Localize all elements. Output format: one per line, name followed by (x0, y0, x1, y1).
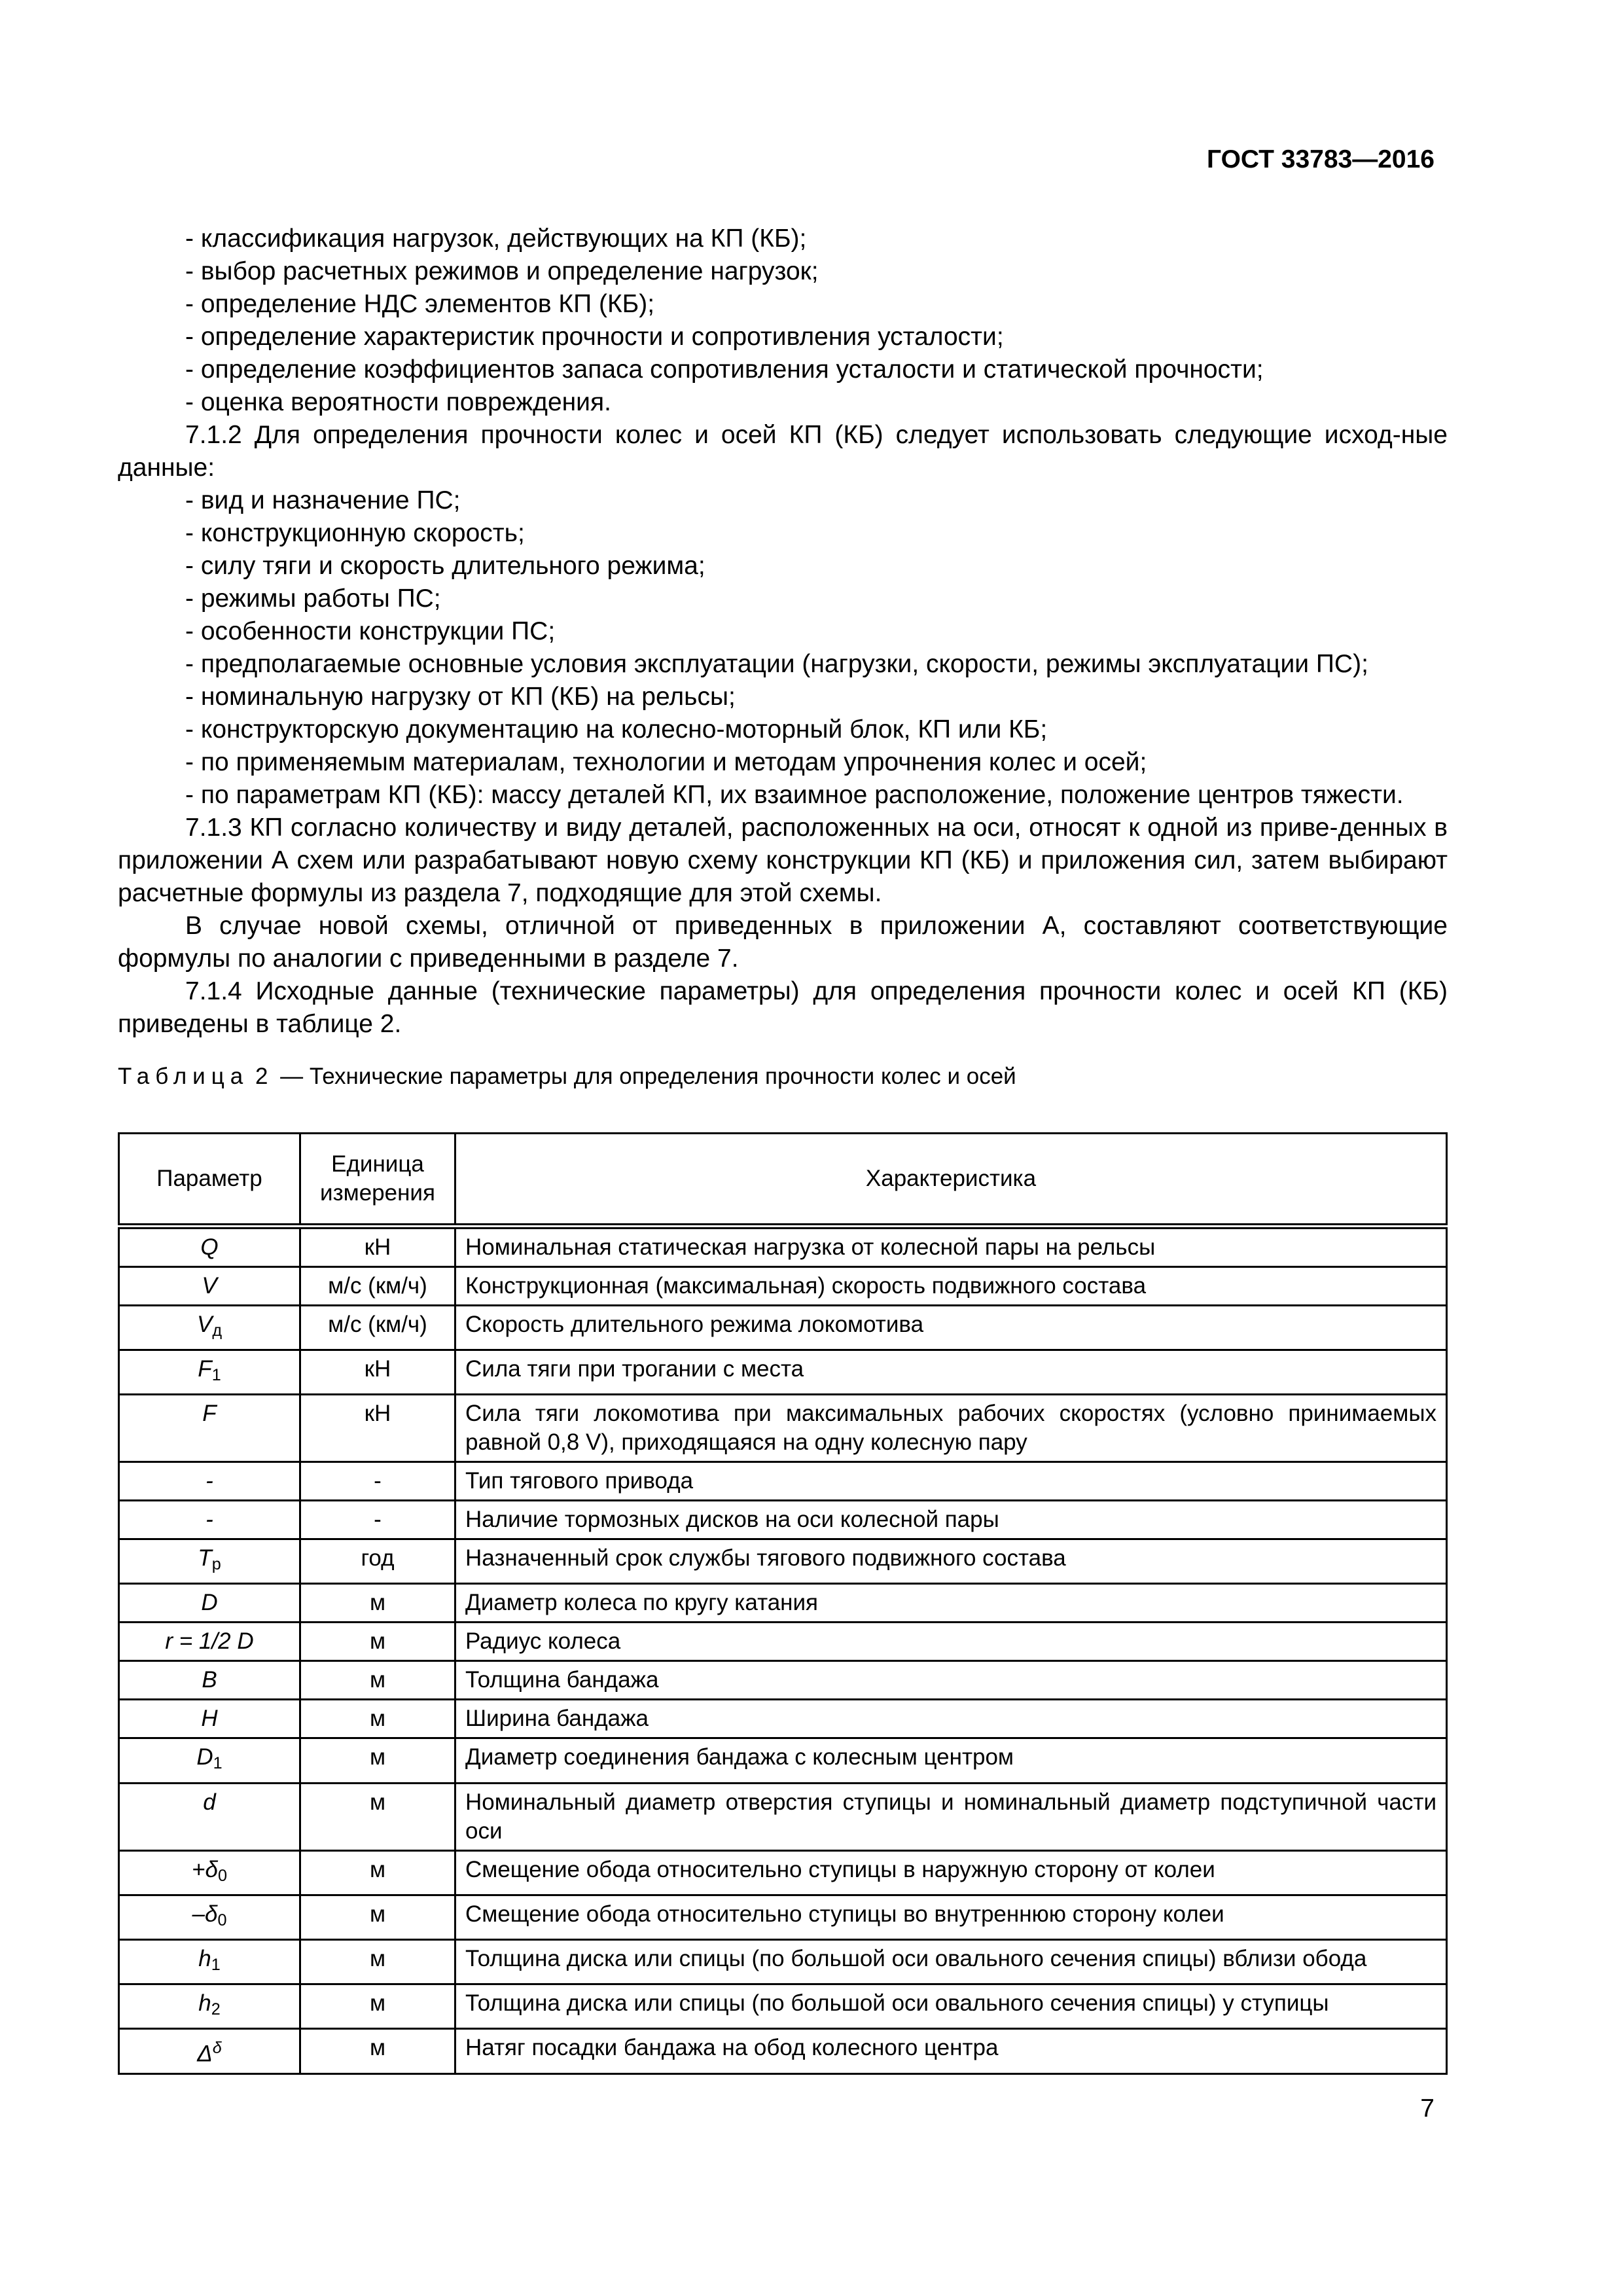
unit-cell: кН (300, 1395, 455, 1462)
characteristic-cell: Тип тягового привода (455, 1462, 1447, 1501)
unit-cell: - (300, 1501, 455, 1539)
symbol-subscript: 1 (211, 1366, 221, 1385)
parameter-symbol (119, 1850, 300, 1895)
list-item: - определение НДС элементов КП (КБ); (185, 290, 655, 318)
symbol-text: F (202, 1401, 217, 1427)
parameter-symbol (119, 1661, 300, 1700)
symbol-text: T (198, 1545, 212, 1571)
parameters-table (118, 1132, 1448, 2075)
table-row (119, 2029, 1447, 2074)
list-item: - режимы работы ПС; (185, 584, 441, 613)
parameter-symbol (119, 1395, 300, 1462)
parameter-symbol (119, 1584, 300, 1623)
table-row (119, 1700, 1447, 1738)
table-row (119, 1350, 1447, 1395)
table-caption (118, 1064, 1016, 1090)
symbol-subscript: 0 (217, 1910, 227, 1929)
symbol-subscript: р (211, 1555, 221, 1574)
parameter-symbol (119, 1623, 300, 1661)
characteristic-cell: Диаметр соединения бандажа с колесным центром (455, 1738, 1447, 1783)
symbol-text: r = 1/2 D (165, 1628, 254, 1655)
characteristic-cell: Толщина диска или спицы (по большой оси овального сечения спицы) вблизи обода (455, 1939, 1447, 1984)
unit-cell: м/с (км/ч) (300, 1306, 455, 1350)
paragraph-7-1-3: 7.1.3 КП согласно количеству и виду деталей, расположенных на оси, относят к одной из приве-денных в приложении А схем или разрабатывают новую схему конструкции КП (КБ) и приложения сил, затем выбирают расчетные формулы из раздела 7, подходящие для этой схемы. (118, 814, 1448, 907)
unit-cell: м (300, 1895, 455, 1939)
symbol-text: V (202, 1273, 217, 1299)
symbol-text: - (205, 1507, 213, 1533)
list-item: - вид и назначение ПС; (185, 486, 461, 514)
list-item: - определение характеристик прочности и сопротивления усталости; (185, 323, 1004, 351)
list-item: - конструкторскую документацию на колесно-моторный блок, КП или КБ; (185, 715, 1048, 744)
list-item: - выбор расчетных режимов и определение нагрузок; (185, 257, 819, 285)
symbol-superscript: δ (212, 2039, 222, 2058)
symbol-subscript: 2 (211, 2000, 221, 2019)
characteristic-cell: Сила тяги локомотива при максимальных рабочих скоростях (условно принимаемых равной 0,8 V), приходящаяся на одну колесную пару (455, 1395, 1447, 1462)
list-item: - определение коэффициентов запаса сопротивления усталости и статической прочности; (185, 355, 1264, 384)
unit-cell: - (300, 1462, 455, 1501)
table-row (119, 1306, 1447, 1350)
symbol-text: D (196, 1744, 213, 1770)
unit-cell: м (300, 2029, 455, 2074)
table-row (119, 1738, 1447, 1783)
symbol-subscript: 0 (217, 1866, 227, 1885)
list-item: - силу тяги и скорость длительного режима; (185, 552, 705, 580)
parameter-symbol (119, 1700, 300, 1738)
header-parameter: Параметр (119, 1134, 300, 1227)
unit-cell: м (300, 1584, 455, 1623)
parameter-symbol (119, 1462, 300, 1501)
list-item: - предполагаемые основные условия эксплуатации (нагрузки, скорости, режимы эксплуатации ПС); (185, 650, 1368, 678)
parameter-symbol (119, 1306, 300, 1350)
symbol-text: h (198, 1945, 211, 1971)
unit-cell: м (300, 1783, 455, 1850)
input-data-list (118, 484, 1448, 812)
list-item: - по применяемым материалам, технологии и методам упрочнения колес и осей; (185, 748, 1147, 776)
table-caption-number: 2 (255, 1064, 274, 1089)
symbol-text: H (201, 1706, 218, 1732)
table-row (119, 1984, 1447, 2029)
symbol-text: Δ (197, 2041, 213, 2067)
symbol-text: D (201, 1590, 218, 1616)
characteristic-cell: Толщина диска или спицы (по большой оси овального сечения спицы) у ступицы (455, 1984, 1447, 2029)
symbol-text: - (205, 1468, 213, 1494)
characteristic-cell: Толщина бандажа (455, 1661, 1447, 1700)
parameter-symbol (119, 1984, 300, 2029)
unit-cell: м (300, 1623, 455, 1661)
parameter-symbol (119, 1939, 300, 1984)
list-item: - особенности конструкции ПС; (185, 617, 556, 645)
table-row (119, 1539, 1447, 1584)
characteristic-cell: Ширина бандажа (455, 1700, 1447, 1738)
table-header-row (119, 1134, 1447, 1227)
characteristic-cell: Скорость длительного режима локомотива (455, 1306, 1447, 1350)
table-row (119, 1584, 1447, 1623)
table-row (119, 1939, 1447, 1984)
unit-cell: кН (300, 1350, 455, 1395)
characteristic-cell: Радиус колеса (455, 1623, 1447, 1661)
symbol-text: d (203, 1789, 216, 1815)
list-item: - классификация нагрузок, действующих на КП (КБ); (185, 224, 807, 253)
symbol-text: h (198, 1990, 211, 2017)
paragraph-7-1-4: 7.1.4 Исходные данные (технические параметры) для определения прочности колес и осей КП (КБ) приведены в таблице 2. (118, 977, 1448, 1038)
characteristic-cell: Диаметр колеса по кругу катания (455, 1584, 1447, 1623)
paragraph-new-scheme: В случае новой схемы, отличной от приведенных в приложении А, составляют соответствующие формулы по аналогии с приведенными в разделе 7. (118, 912, 1448, 973)
parameter-symbol (119, 1350, 300, 1395)
characteristic-cell: Назначенный срок службы тягового подвижного состава (455, 1539, 1447, 1584)
parameter-symbol (119, 1738, 300, 1783)
list-item: - номинальную нагрузку от КП (КБ) на рельсы; (185, 683, 736, 711)
parameter-symbol (119, 1783, 300, 1850)
characteristic-cell: Смещение обода относительно ступицы в наружную сторону от колеи (455, 1850, 1447, 1895)
symbol-text: +δ (192, 1856, 218, 1882)
unit-cell: год (300, 1539, 455, 1584)
characteristic-cell: Номинальный диаметр отверстия ступицы и номинальный диаметр подступичной части оси (455, 1783, 1447, 1850)
unit-cell: м/с (км/ч) (300, 1267, 455, 1306)
table-row (119, 1661, 1447, 1700)
table-row (119, 1895, 1447, 1939)
header-unit: Единица измерения (300, 1134, 455, 1227)
unit-cell: м (300, 1939, 455, 1984)
unit-cell: м (300, 1850, 455, 1895)
list-item: - по параметрам КП (КБ): массу деталей КП, их взаимное расположение, положение центров тяжести. (185, 781, 1404, 809)
unit-cell: м (300, 1661, 455, 1700)
characteristic-cell: Наличие тормозных дисков на оси колесной пары (455, 1501, 1447, 1539)
symbol-text: –δ (192, 1901, 218, 1927)
unit-cell: м (300, 1738, 455, 1783)
table-caption-word: Таблица (118, 1064, 249, 1089)
table-row (119, 1783, 1447, 1850)
table-row (119, 1501, 1447, 1539)
table-row (119, 1850, 1447, 1895)
parameter-symbol (119, 1539, 300, 1584)
characteristic-cell: Конструкционная (максимальная) скорость подвижного состава (455, 1267, 1447, 1306)
paragraph-7-1-2: 7.1.2 Для определения прочности колес и осей КП (КБ) следует использовать следующие исход-ные данные: (118, 421, 1448, 482)
parameter-symbol (119, 2029, 300, 2074)
symbol-text: Q (200, 1234, 219, 1260)
unit-cell: кН (300, 1227, 455, 1267)
table-body (119, 1227, 1447, 2074)
table-row (119, 1267, 1447, 1306)
parameter-symbol (119, 1501, 300, 1539)
list-item: - конструкционную скорость; (185, 519, 525, 547)
table-caption-text: — Технические параметры для определения прочности колес и осей (274, 1064, 1016, 1089)
characteristic-cell: Сила тяги при трогании с места (455, 1350, 1447, 1395)
symbol-text: V (196, 1312, 213, 1337)
parameter-symbol (119, 1227, 300, 1267)
table-row (119, 1623, 1447, 1661)
symbol-text: F (198, 1356, 212, 1382)
table-row (119, 1395, 1447, 1462)
header-characteristic: Характеристика (455, 1134, 1447, 1227)
unit-cell: м (300, 1700, 455, 1738)
symbol-subscript: д (212, 1321, 223, 1340)
document-code: ГОСТ 33783—2016 (1207, 145, 1435, 173)
table-row (119, 1462, 1447, 1501)
characteristic-cell: Номинальная статическая нагрузка от колесной пары на рельсы (455, 1227, 1447, 1267)
classification-list (118, 223, 1448, 419)
parameter-symbol (119, 1267, 300, 1306)
list-item: - оценка вероятности повреждения. (185, 388, 611, 416)
symbol-text: B (202, 1667, 217, 1693)
table-row (119, 1227, 1447, 1267)
symbol-subscript: 1 (213, 1754, 223, 1773)
page-number: 7 (1420, 2094, 1435, 2123)
unit-cell: м (300, 1984, 455, 2029)
parameter-symbol (119, 1895, 300, 1939)
characteristic-cell: Смещение обода относительно ступицы во внутреннюю сторону колеи (455, 1895, 1447, 1939)
characteristic-cell: Натяг посадки бандажа на обод колесного центра (455, 2029, 1447, 2074)
symbol-subscript: 1 (211, 1956, 221, 1975)
body-text (118, 223, 1448, 1041)
